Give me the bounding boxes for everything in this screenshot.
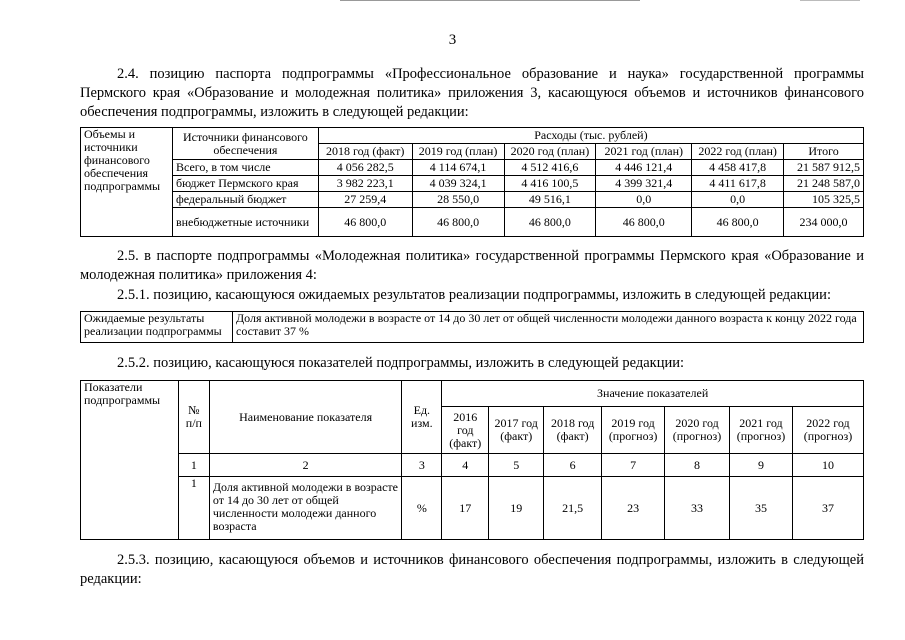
table-row (81, 477, 864, 540)
t3-col-number: 5 (489, 454, 544, 477)
paragraph-2-5: 2.5. в паспорте подпрограммы «Молодежная политика» государственной программы Пермского края «Образование и молодежная политика» приложения 4: (80, 248, 864, 283)
t1-cell: 4 114 674,1 (412, 160, 504, 176)
t3-col-number: 2 (209, 454, 402, 477)
t3-year-header: 2018 год (факт) (544, 407, 602, 454)
t1-row-label: бюджет Пермского края (172, 176, 318, 192)
t1-total-header: Итого (784, 144, 864, 160)
t2-label: Ожидаемые результаты реализации подпрограммы (81, 312, 233, 343)
t1-year-header: 2022 год (план) (692, 144, 784, 160)
expected-results-table (80, 311, 864, 343)
t3-name-header: Наименование показателя (209, 381, 402, 454)
t1-cell: 4 416 100,5 (504, 176, 596, 192)
t1-cell: 4 458 417,8 (692, 160, 784, 176)
table-row (81, 208, 864, 237)
t1-cell: 4 056 282,5 (318, 160, 412, 176)
t3-row-header: Показатели подпрограммы (81, 381, 179, 540)
t1-cell: 4 039 324,1 (412, 176, 504, 192)
t1-cell: 21 587 912,5 (784, 160, 864, 176)
page-number: 3 (448, 32, 457, 48)
t1-sources-header: Источники финансового обеспечения (172, 128, 318, 160)
t1-cell: 0,0 (692, 192, 784, 208)
t3-unit: % (402, 477, 442, 540)
t1-cell: 46 800,0 (504, 208, 596, 237)
t3-year-header: 2021 год (прогноз) (730, 407, 793, 454)
t1-expenses-header: Расходы (тыс. рублей) (318, 128, 863, 144)
t1-cell: 4 411 617,8 (692, 176, 784, 192)
t3-value: 21,5 (544, 477, 602, 540)
t3-value: 23 (602, 477, 665, 540)
t3-year-header: 2019 год (прогноз) (602, 407, 665, 454)
t1-cell: 46 800,0 (596, 208, 692, 237)
t3-col-number: 7 (602, 454, 665, 477)
t3-value: 33 (665, 477, 730, 540)
t1-row-label: федеральный бюджет (172, 192, 318, 208)
t1-cell: 49 516,1 (504, 192, 596, 208)
financing-table-professional-education (80, 127, 864, 237)
t3-unit-header: Ед. изм. (402, 381, 442, 454)
top-corner-mark (800, 0, 860, 1)
t3-col-number: 8 (665, 454, 730, 477)
t3-num-header: № п/п (178, 381, 209, 454)
t1-row-label: Всего, в том числе (172, 160, 318, 176)
t1-cell: 0,0 (596, 192, 692, 208)
t1-cell: 4 399 321,4 (596, 176, 692, 192)
t3-col-number: 1 (178, 454, 209, 477)
t1-year-header: 2021 год (план) (596, 144, 692, 160)
table-row (81, 160, 864, 176)
t3-col-number: 6 (544, 454, 602, 477)
t3-value: 35 (730, 477, 793, 540)
t1-cell: 46 800,0 (692, 208, 784, 237)
t2-value: Доля активной молодежи в возрасте от 14 до 30 лет от общей численности молодежи данного возраста к концу 2022 года составит 37 % (233, 312, 864, 343)
t1-cell: 105 325,5 (784, 192, 864, 208)
t3-col-number: 4 (442, 454, 489, 477)
table-row (81, 176, 864, 192)
t3-year-header: 2016 год (факт) (442, 407, 489, 454)
table-row (81, 454, 864, 477)
paragraph-2-5-2: 2.5.2. позицию, касающуюся показателей подпрограммы, изложить в следующей редакции: (117, 355, 685, 371)
table-row (81, 192, 864, 208)
t1-cell: 27 259,4 (318, 192, 412, 208)
paragraph-2-5-1: 2.5.1. позицию, касающуюся ожидаемых результатов реализации подпрограммы, изложить в следующей редакции: (117, 287, 831, 303)
t3-value: 17 (442, 477, 489, 540)
t3-row-num: 1 (178, 477, 209, 540)
t1-cell: 46 800,0 (318, 208, 412, 237)
t1-cell: 28 550,0 (412, 192, 504, 208)
t1-row-label: внебюджетные источники (172, 208, 318, 237)
paragraph-2-5-3: 2.5.3. позицию, касающуюся объемов и источников финансового обеспечения подпрограммы, изложить в следующей редакции: (80, 552, 864, 587)
t3-value: 19 (489, 477, 544, 540)
t3-values-header: Значение показателей (442, 381, 864, 407)
top-border-line (340, 0, 640, 1)
t1-cell: 4 446 121,4 (596, 160, 692, 176)
t3-col-number: 9 (730, 454, 793, 477)
t1-year-header: 2018 год (факт) (318, 144, 412, 160)
t1-cell: 46 800,0 (412, 208, 504, 237)
t3-year-header: 2022 год (прогноз) (792, 407, 863, 454)
t1-row-header: Объемы и источники финансового обеспечения подпрограммы (81, 128, 173, 237)
t1-cell: 4 512 416,6 (504, 160, 596, 176)
t3-value: 37 (792, 477, 863, 540)
t3-col-number: 3 (402, 454, 442, 477)
t1-cell: 234 000,0 (784, 208, 864, 237)
indicators-table (80, 380, 864, 540)
paragraph-2-4: 2.4. позицию паспорта подпрограммы «Профессиональное образование и наука» государственной программы Пермского края «Образование и молодежная политика» приложения 3, касающуюся объемов и источников финансового обеспечения подпрограммы, изложить в следующей редакции: (80, 66, 864, 120)
t1-cell: 21 248 587,0 (784, 176, 864, 192)
t3-col-number: 10 (792, 454, 863, 477)
t1-cell: 3 982 223,1 (318, 176, 412, 192)
t3-indicator-name: Доля активной молодежи в возрасте от 14 до 30 лет от общей численности молодежи данного возраста (209, 477, 402, 540)
t3-year-header: 2020 год (прогноз) (665, 407, 730, 454)
t1-year-header: 2019 год (план) (412, 144, 504, 160)
t3-year-header: 2017 год (факт) (489, 407, 544, 454)
t1-year-header: 2020 год (план) (504, 144, 596, 160)
